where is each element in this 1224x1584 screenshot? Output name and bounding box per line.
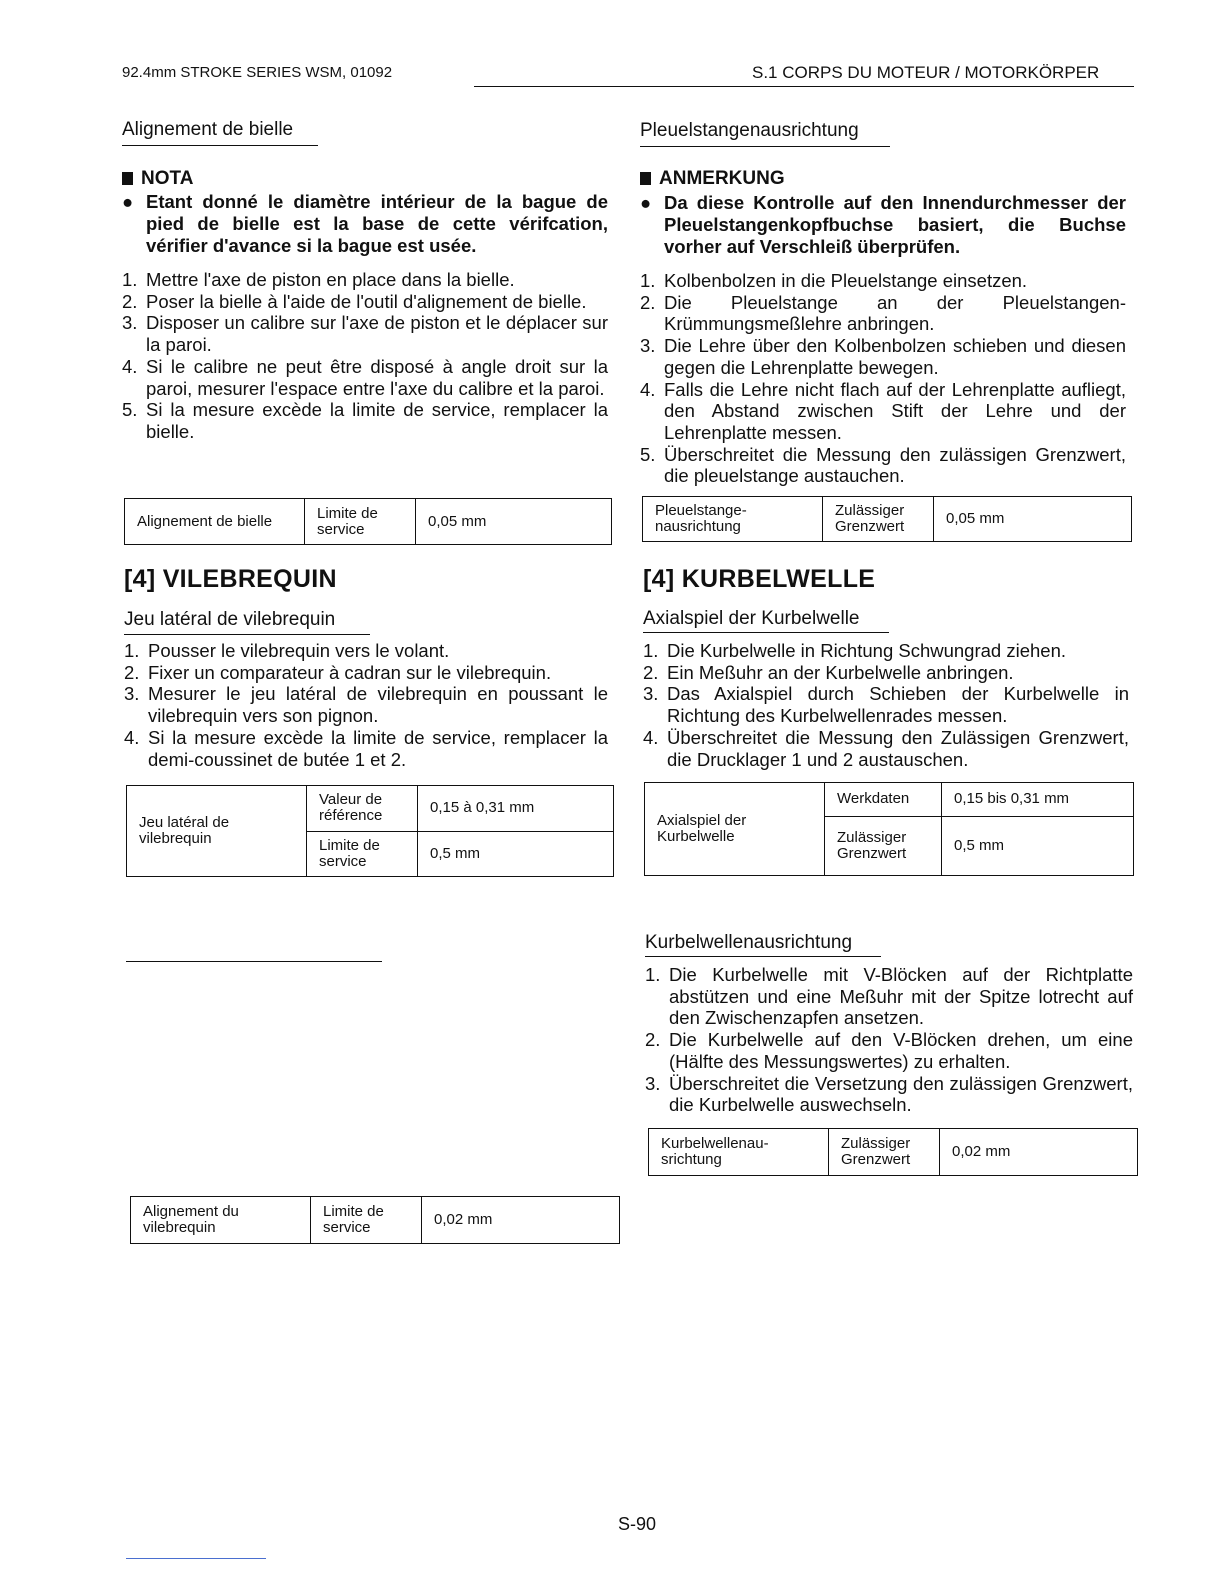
heading-underline [643, 632, 889, 633]
steps-pleuelstangenausrichtung [640, 270, 1126, 487]
step-text: Mesurer le jeu latéral de vilebrequin en poussant le vilebrequin vers son pignon. [148, 683, 608, 727]
spec-value: 0,15 bis 0,31 mm [942, 783, 1134, 817]
step-item [643, 727, 1129, 770]
step-text: Mettre l'axe de piston en place dans la bielle. [146, 269, 515, 290]
step-number: 4. [122, 355, 138, 377]
note-text: Etant donné le diamètre intérieur de la bague de pied de bielle est la base de cette vérifcation, vérifier d'avance si la bague est usée. [146, 191, 608, 256]
step-text: Überschreitet die Messung den zulässigen Grenzwert, die pleuelstange austauchen. [664, 443, 1126, 487]
heading-underline [122, 145, 318, 146]
heading-underline [645, 956, 881, 957]
header-left: 92.4mm STROKE SERIES WSM, 01092 [122, 64, 393, 81]
step-text: Si la mesure excède la limite de service, remplacer la bielle. [146, 399, 608, 442]
placeholder-rule [126, 961, 382, 962]
section-title-kurbelwelle: [4] KURBELWELLE [643, 565, 876, 593]
section-title-vilebrequin: [4] VILEBREQUIN [124, 565, 337, 593]
steps-alignement-bielle [122, 269, 608, 443]
step-item [640, 379, 1126, 444]
note-square-icon [122, 172, 133, 185]
bullet-dot-icon: ● [122, 191, 134, 212]
step-item [640, 292, 1126, 335]
heading-alignement-bielle: Alignement de bielle [122, 119, 294, 140]
step-number: 3. [122, 312, 138, 334]
step-item [640, 270, 1126, 292]
step-text: Si le calibre ne peut être disposé à angle droit sur la paroi, mesurer l'espace entre l'axe du calibre et la paroi. [146, 355, 608, 399]
spec-item: Pleuelstange-nausrichtung [643, 497, 823, 542]
spec-label: Valeur de référence [307, 786, 418, 832]
heading-axialspiel: Axialspiel der Kurbelwelle [643, 608, 860, 629]
step-text: Pousser le vilebrequin vers le volant. [148, 640, 450, 661]
step-item [640, 335, 1126, 378]
step-item [122, 312, 608, 355]
spec-value: 0,02 mm [940, 1129, 1138, 1176]
step-item [124, 727, 608, 770]
step-text: Ein Meßuhr an der Kurbelwelle anbringen. [667, 661, 1014, 683]
step-text: Die Lehre über den Kolbenbolzen schieben und diesen gegen die Lehrenplatte bewegen. [664, 335, 1126, 378]
note-bullet-fr [122, 191, 608, 261]
spec-label: Zulässiger Grenzwert [823, 497, 934, 542]
step-item [643, 683, 1129, 726]
note-label: ANMERKUNG [659, 168, 785, 189]
step-number: 1. [643, 640, 659, 661]
step-number: 1. [645, 964, 661, 985]
step-text: Fixer un comparateur à cadran sur le vilebrequin. [148, 661, 552, 683]
step-item [640, 444, 1126, 487]
step-item [645, 964, 1133, 1029]
spec-label: Werkdaten [825, 783, 942, 817]
step-number: 3. [124, 683, 140, 705]
step-text: Die Kurbelwelle auf den V-Blöcken drehen, um eine (Hälfte des Messungswertes) zu erhalten. [669, 1029, 1133, 1072]
spec-item: Alignement de bielle [125, 499, 305, 545]
spec-label: Limite de service [311, 1197, 422, 1244]
step-item [124, 662, 608, 684]
steps-jeu-lateral [124, 640, 608, 770]
steps-axialspiel [643, 640, 1129, 770]
step-text: Überschreitet die Messung den Zulässigen Grenzwert, die Drucklager 1 und 2 austauschen. [667, 726, 1129, 770]
step-number: 2. [640, 291, 656, 313]
step-item [645, 1073, 1133, 1116]
step-number: 1. [640, 270, 656, 291]
spec-table-kurbelwellenausrichtung [648, 1128, 1138, 1176]
step-number: 4. [643, 726, 659, 748]
step-text: Die Pleuelstange an der Pleuelstangen-Krümmungsmeßlehre anbringen. [664, 291, 1126, 335]
step-item [643, 662, 1129, 684]
step-item [124, 683, 608, 726]
header-right: S.1 CORPS DU MOTEUR / MOTORKÖRPER [752, 63, 1100, 82]
step-number: 5. [640, 443, 656, 465]
note-title-fr [122, 168, 193, 190]
step-number: 3. [645, 1072, 661, 1094]
spec-table-pleuelstangenausrichtung [642, 496, 1132, 542]
step-text: Poser la bielle à l'aide de l'outil d'alignement de bielle. [146, 290, 587, 312]
step-text: Kolbenbolzen in die Pleuelstange einsetzen. [664, 270, 1028, 291]
heading-jeu-lateral: Jeu latéral de vilebrequin [124, 609, 336, 630]
footer-rule [126, 1558, 266, 1559]
note-square-icon [640, 172, 651, 185]
spec-table-axialspiel [644, 782, 1134, 876]
spec-value: 0,15 à 0,31 mm [418, 786, 614, 832]
note-text: Da diese Kontrolle auf den Innendurchmesser der Pleuelstangenkopfbuchse basiert, die Buchse vorher auf Verschleiß überprüfen. [664, 192, 1126, 257]
spec-label: Zulässiger Grenzwert [829, 1129, 940, 1176]
heading-underline [640, 146, 890, 147]
spec-item: Alignement du vilebrequin [131, 1197, 311, 1244]
spec-label: Limite de service [305, 499, 416, 545]
spec-label: Limite de service [307, 831, 418, 877]
step-number: 2. [645, 1029, 661, 1051]
note-title-de [640, 168, 785, 190]
step-text: Falls die Lehre nicht flach auf der Lehrenplatte aufliegt, den Abstand zwischen Stift der Lehre und der Lehrenplatte messen. [664, 378, 1126, 443]
step-item [124, 640, 608, 662]
steps-kurbelwellenausrichtung [645, 964, 1133, 1116]
step-item [122, 356, 608, 399]
note-bullet-de [640, 192, 1126, 262]
spec-item: Kurbelwellenau-srichtung [649, 1129, 829, 1176]
bullet-dot-icon: ● [640, 192, 652, 213]
step-item [122, 291, 608, 313]
spec-value: 0,05 mm [934, 497, 1132, 542]
step-number: 1. [122, 269, 138, 290]
spec-value: 0,02 mm [422, 1197, 620, 1244]
step-number: 5. [122, 399, 138, 421]
step-number: 3. [640, 335, 656, 357]
step-number: 4. [124, 726, 140, 748]
spec-table-alignement-vilebrequin [130, 1196, 620, 1244]
heading-pleuelstangenausrichtung: Pleuelstangenausrichtung [640, 120, 859, 141]
step-text: Das Axialspiel durch Schieben der Kurbelwelle in Richtung des Kurbelwellenrades messen. [667, 683, 1129, 727]
page-number: S-90 [618, 1514, 657, 1534]
heading-kurbelwellenausrichtung: Kurbelwellenausrichtung [645, 932, 853, 953]
spec-value: 0,05 mm [416, 499, 612, 545]
step-text: Überschreitet die Versetzung den zulässigen Grenzwert, die Kurbelwelle auswechseln. [669, 1072, 1133, 1116]
step-number: 3. [643, 683, 659, 705]
note-label: NOTA [141, 168, 194, 189]
spec-table-jeu-lateral [126, 785, 614, 877]
step-number: 1. [124, 640, 140, 661]
step-text: Disposer un calibre sur l'axe de piston et le déplacer sur la paroi. [146, 312, 608, 356]
spec-table-alignement-bielle [124, 498, 612, 545]
step-item [122, 399, 608, 442]
step-number: 4. [640, 378, 656, 400]
spec-item: Axialspiel der Kurbelwelle [645, 783, 825, 876]
step-number: 2. [124, 661, 140, 683]
step-number: 2. [122, 290, 138, 312]
header-rule [474, 86, 1134, 87]
step-text: Die Kurbelwelle mit V-Blöcken auf der Richtplatte abstützen und eine Meßuhr mit der Spitze lotrecht auf den Zwischenzapfen ansetzen. [669, 964, 1133, 1029]
step-number: 2. [643, 661, 659, 683]
step-text: Si la mesure excède la limite de service, remplacer la demi-coussinet de butée 1 et 2. [148, 726, 608, 770]
heading-underline [124, 634, 370, 635]
step-item [645, 1029, 1133, 1072]
step-item [643, 640, 1129, 662]
spec-item: Jeu latéral de vilebrequin [127, 786, 307, 877]
step-text: Die Kurbelwelle in Richtung Schwungrad ziehen. [667, 640, 1067, 661]
spec-label: Zulässiger Grenzwert [825, 816, 942, 875]
step-item [122, 269, 608, 291]
spec-value: 0,5 mm [942, 816, 1134, 875]
spec-value: 0,5 mm [418, 831, 614, 877]
